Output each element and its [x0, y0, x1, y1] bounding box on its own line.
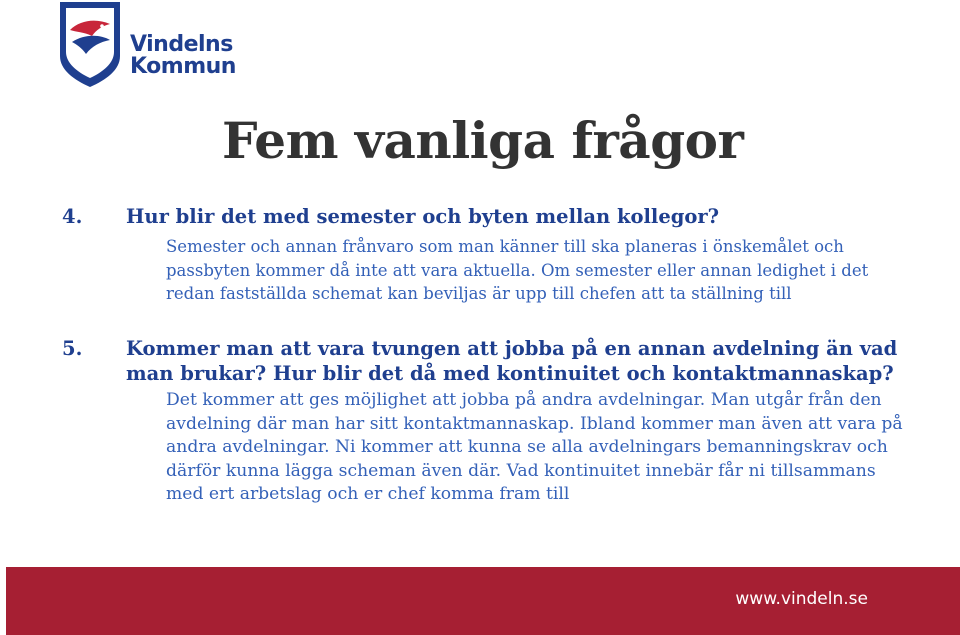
vindeln-kommun-logo — [56, 0, 246, 92]
question-4 — [62, 204, 782, 229]
answer-5: Det kommer att ges möjlighet att jobba på andra avdelningar. Man utgår från den avdelning där man har sitt kontaktmannaskap. Ibland kommer man även att vara på andra avdelningar. Ni kommer att kunna se alla avdelningars bemanningskrav och därför kunna lägga scheman även där. Vad kontinuitet innebär får ni tillsammans med ert arbetslag och er chef komma fram till — [166, 390, 903, 504]
logo-wordmark — [130, 34, 236, 78]
question-number: 4. — [62, 205, 83, 228]
logo-line-2: Kommun — [130, 54, 236, 79]
question-5 — [62, 336, 922, 386]
answer-4: Semester och annan frånvaro som man känner till ska planeras i önskemålet och passbyten kommer då inte att vara aktuella. Om semester eller annan ledighet i det redan fastställda schemat kan beviljas är upp till chefen att ta ställning till — [166, 237, 869, 303]
fish-shield-icon — [56, 0, 124, 88]
question-number: 5. — [62, 337, 83, 360]
page-title: Fem vanliga frågor — [222, 111, 744, 170]
question-text: Hur blir det med semester och byten mellan kollegor? — [126, 205, 720, 228]
question-text: Kommer man att vara tvungen att jobba på en annan avdelning än vad man brukar? Hur blir det då med kontinuitet och kontaktmannaskap? — [126, 337, 898, 385]
footer-url-link[interactable]: www.vindeln.se — [735, 589, 868, 609]
footer-bar — [6, 567, 960, 635]
logo-line-1: Vindelns — [130, 32, 233, 57]
